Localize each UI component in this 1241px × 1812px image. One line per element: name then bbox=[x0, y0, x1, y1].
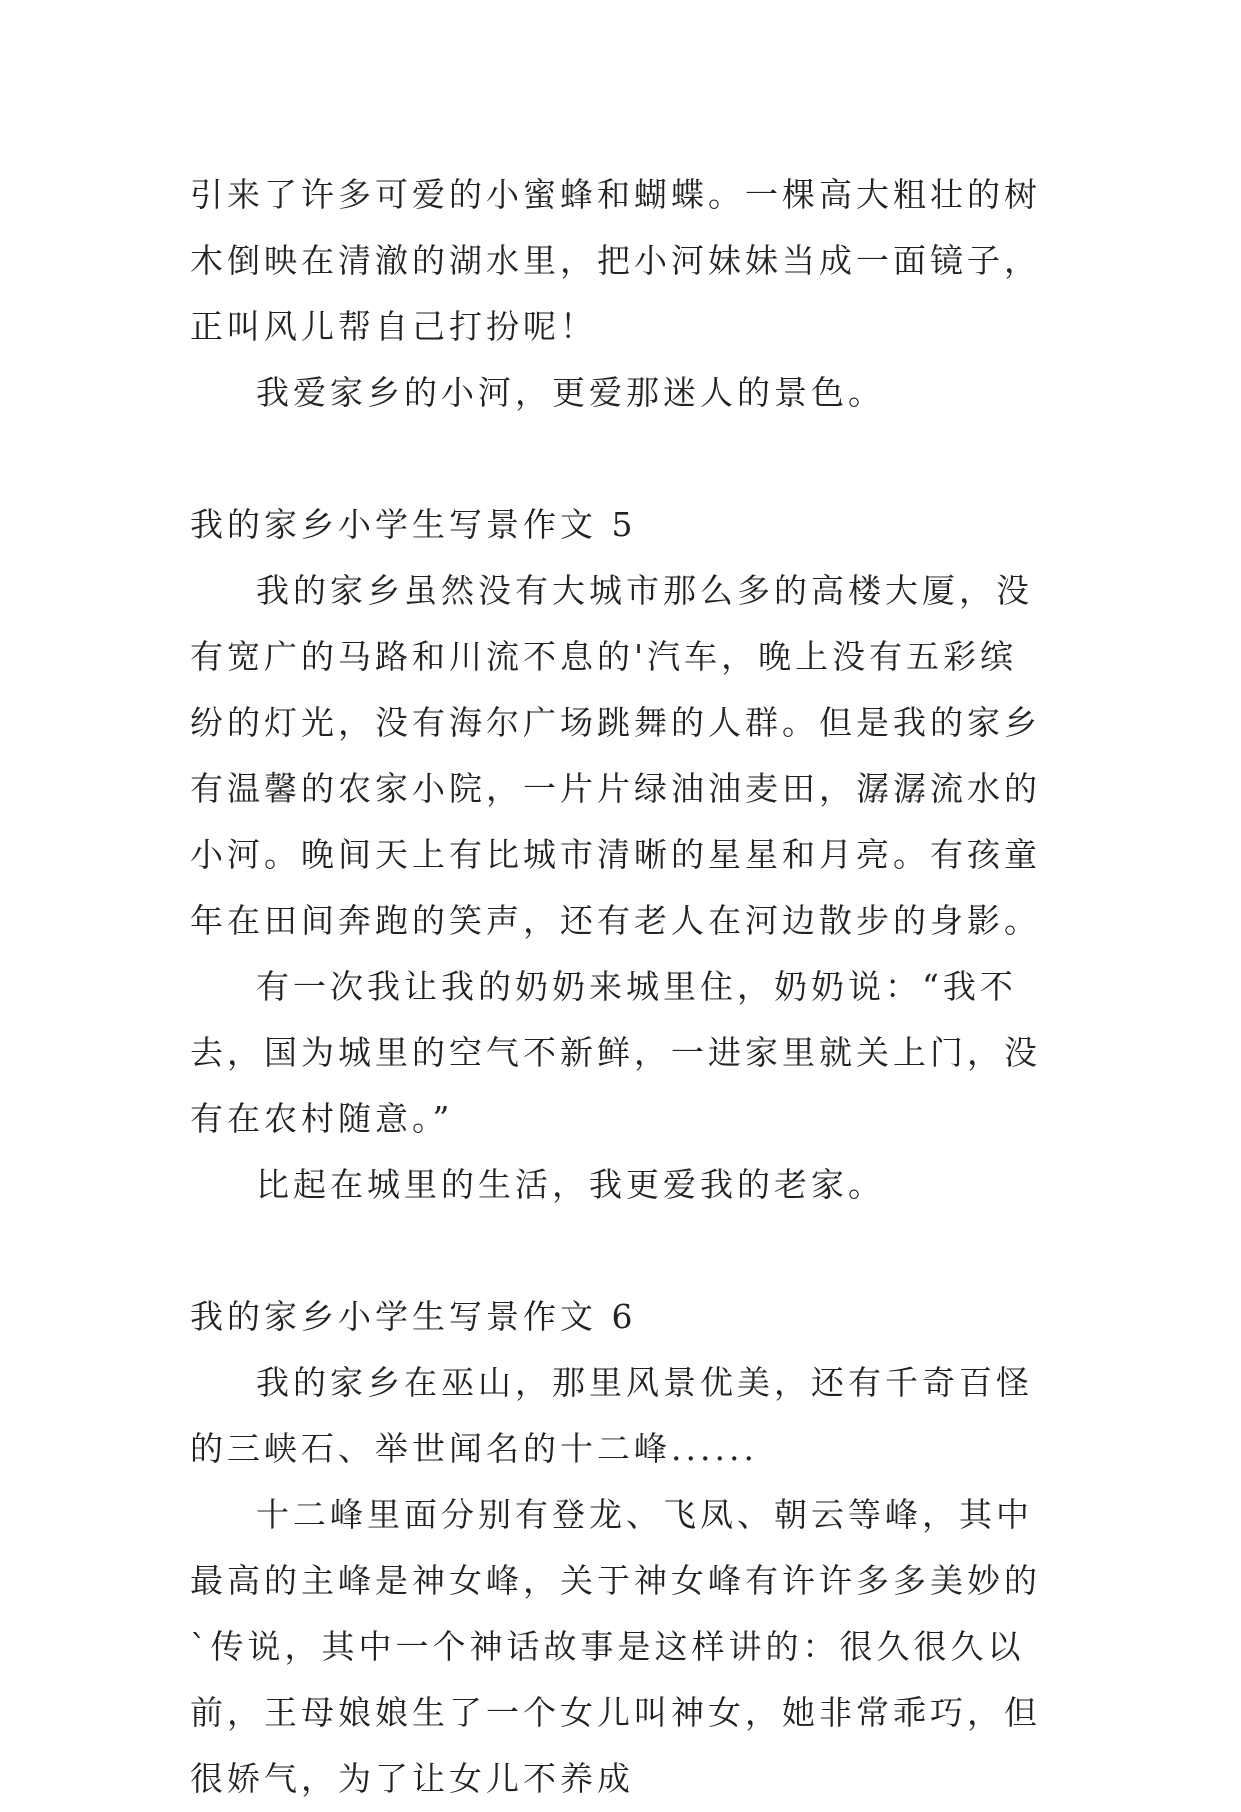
paragraph: 我爱家乡的小河，更爱那迷人的景色。 bbox=[256, 373, 885, 412]
document-page bbox=[190, 162, 1050, 1812]
section-title: 我的家乡小学生写景作文 6 bbox=[190, 1297, 637, 1336]
paragraph: 我的家乡虽然没有大城市那么多的高楼大厦，没有宽广的马路和川流不息的'汽车，晚上没有五彩缤纷的灯光，没有海尔广场跳舞的人群。但是我的家乡有温馨的农家小院，一片片绿油油麦田，潺潺流水的小河。晚间天上有比城市清晰的星星和月亮。有孩童年在田间奔跑的笑声，还有老人在河边散步的身影。 bbox=[190, 571, 1041, 940]
paragraph: 有一次我让我的奶奶来城里住，奶奶说：“我不去，国为城里的空气不新鲜，一进家里就关上门，没有在农村随意。” bbox=[190, 967, 1041, 1138]
paragraph: 我的家乡在巫山，那里风景优美，还有千奇百怪的三峡石、举世闻名的十二峰...... bbox=[190, 1363, 1033, 1468]
paragraph-continued: 引来了许多可爱的小蜜蜂和蝴蝶。一棵高大粗壮的树木倒映在清澈的湖水里，把小河妹妹当成一面镜子，正叫风儿帮自己打扮呢！ bbox=[190, 175, 1041, 346]
section-title: 我的家乡小学生写景作文 5 bbox=[190, 505, 637, 544]
paragraph: 比起在城里的生活，我更爱我的老家。 bbox=[256, 1165, 885, 1204]
paragraph: 十二峰里面分别有登龙、飞凤、朝云等峰，其中最高的主峰是神女峰，关于神女峰有许许多多美妙的`传说，其中一个神话故事是这样讲的：很久很久以前，王母娘娘生了一个女儿叫神女，她非常乖巧，但很娇气，为了让女儿不养成 bbox=[190, 1495, 1041, 1798]
